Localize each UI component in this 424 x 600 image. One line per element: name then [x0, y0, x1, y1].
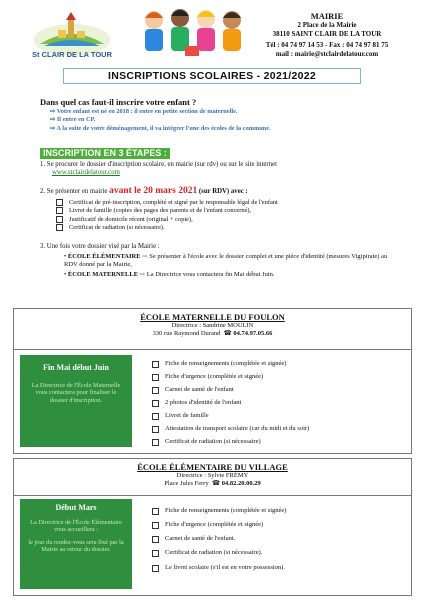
phone-icon: ☎ [211, 480, 221, 487]
email[interactable]: mail : mairie@stclairdelatour.com [275, 50, 379, 58]
mairie-title: MAIRIE [310, 11, 344, 21]
checkbox-icon [56, 207, 63, 214]
list-item: Le livret scolaire (s'il est en votre possession). [152, 564, 285, 572]
address-line-2: 38110 SAINT CLAIR DE LA TOUR [272, 30, 382, 38]
list-item: Certificat de pré-inscription, complété et signé par le responsable légal de l'enfant [56, 199, 406, 207]
step-3-list [64, 253, 394, 279]
step-2-suffix: (sur RDV) avec : [198, 188, 248, 195]
checkbox-icon [152, 413, 159, 420]
checkbox-icon [56, 199, 63, 206]
phone-fax: Tél : 04 74 97 14 53 - Fax : 04 74 97 81 75 [265, 41, 389, 49]
panel-text: le jour du rendez-vous sera fixé par la Mairie au retour du dossier. [28, 538, 124, 554]
website-link[interactable]: www.stclairdelatour.com [52, 169, 120, 177]
list-item: Fiche de renseignements (complétée et signée) [152, 507, 286, 515]
school-1-panel [20, 355, 132, 447]
steps-heading: INSCRIPTION EN 3 ÉTAPES : [40, 148, 170, 159]
list-item: Fiche de renseignements (complétée et signée) [152, 360, 286, 368]
school-2-header [14, 459, 411, 496]
checkbox-icon [56, 224, 63, 231]
school-2-contact: Place Jules Ferry ☎ 04.82.20.00.29 [164, 480, 261, 487]
deadline: avant le 20 mars 2021 [109, 186, 198, 196]
list-item: Certificat de radiation (si nécessaire) [152, 438, 261, 446]
list-item: Attestation de transport scolaire (car du midi et du soir) [152, 425, 309, 433]
school-1-contact: 330 rue Raymond Durand ☎ 04.74.97.05.66 [152, 330, 273, 337]
list-item: Fiche d'urgence (complétée et signée) [152, 521, 263, 529]
list-item: 2 photos d'identité de l'enfant [152, 399, 241, 407]
list-item: Carnet de santé de l'enfant. [152, 535, 235, 543]
school-1-header [14, 309, 411, 350]
checkbox-icon [152, 387, 159, 394]
logo-text: St CLAIR DE LA TOUR [32, 50, 112, 59]
town-logo [22, 10, 122, 62]
school-2-name: ÉCOLE ÉLÉMENTAIRE DU VILLAGE [137, 462, 288, 472]
list-item: Carnet de santé de l'enfant [152, 386, 234, 394]
school-1-name: ÉCOLE MATERNELLE DU FOULON [140, 312, 285, 322]
checkbox-icon [152, 536, 159, 543]
school-1-director: Directrice : Sandrine MOULIN [171, 322, 254, 329]
list-item: Fiche d'urgence (complétée et signée) [152, 373, 263, 381]
town-hall-contact [242, 12, 412, 59]
panel-title: Fin Mai début Juin [42, 363, 109, 372]
checkbox-icon [152, 508, 159, 515]
step-2 [40, 187, 400, 196]
step-2-list [56, 199, 406, 233]
checkbox-icon [152, 439, 159, 446]
school-2-director: Directrice : Sylvie FRÉMY [176, 472, 249, 479]
list-item: Certificat de radiation (si nécessaire). [152, 549, 262, 557]
list-item: Livret de famille [152, 412, 209, 420]
step-3: 3. Une fois votre dossier visé par la Mairie : [40, 243, 160, 250]
children-illustration [140, 6, 246, 58]
list-item: Livret de famille (copies des pages des parents et de l'enfant concerné), [56, 207, 406, 215]
cases-list [50, 108, 271, 133]
list-item: Justificatif de domicile récent (original + copie), [56, 216, 406, 224]
address-line-1: 2 Place de la Mairie [297, 21, 357, 29]
checkbox-icon [152, 550, 159, 557]
step-2-prefix: 2. Se présenter en mairie [40, 188, 108, 195]
checkbox-icon [152, 374, 159, 381]
document-title: INSCRIPTIONS SCOLAIRES - 2021/2022 [63, 68, 361, 84]
school-2-panel [20, 499, 132, 589]
checkbox-icon [56, 216, 63, 223]
checkbox-icon [152, 361, 159, 368]
step-1-text: 1. Se procurer le dossier d'inscription scolaire, en mairie (sur rdv) ou sur le site internet [40, 161, 277, 168]
list-item: • ÉCOLE ÉLÉMENTAIRE ⇨ Se présenter à l'école avec le dossier complet et une pièce d'identité (mesures Vigipirate) au RDV donné par la Mairie, [64, 253, 388, 269]
case-item: ⇨ Votre enfant est né en 2018 : il entre en petite section de maternelle. [50, 108, 238, 115]
panel-text: La Directrice de l'École Maternelle vous contactera pour finaliser le dossier d'inscription. [31, 382, 121, 404]
checkbox-icon [152, 565, 159, 572]
phone-icon: ☎ [223, 330, 232, 337]
checkbox-icon [152, 522, 159, 529]
list-item: Certificat de radiation (si nécessaire). [56, 224, 406, 232]
list-item: • ÉCOLE MATERNELLE ⇨ La Directrice vous contactera fin Mai début Juin. [64, 270, 275, 278]
question-heading: Dans quel cas faut-il inscrire votre enfant ? [40, 97, 197, 107]
step-1 [40, 161, 380, 178]
panel-text: La Directrice de l'École Élémentaire vous accueillera : [30, 519, 122, 534]
case-item: ⇨ A la suite de votre déménagement, il va intégrer l'une des écoles de la commune. [50, 124, 271, 132]
case-item: ⇨ Il entre en CP. [50, 116, 96, 124]
checkbox-icon [152, 426, 159, 433]
checkbox-icon [152, 400, 159, 407]
panel-title: Début Mars [55, 503, 97, 512]
